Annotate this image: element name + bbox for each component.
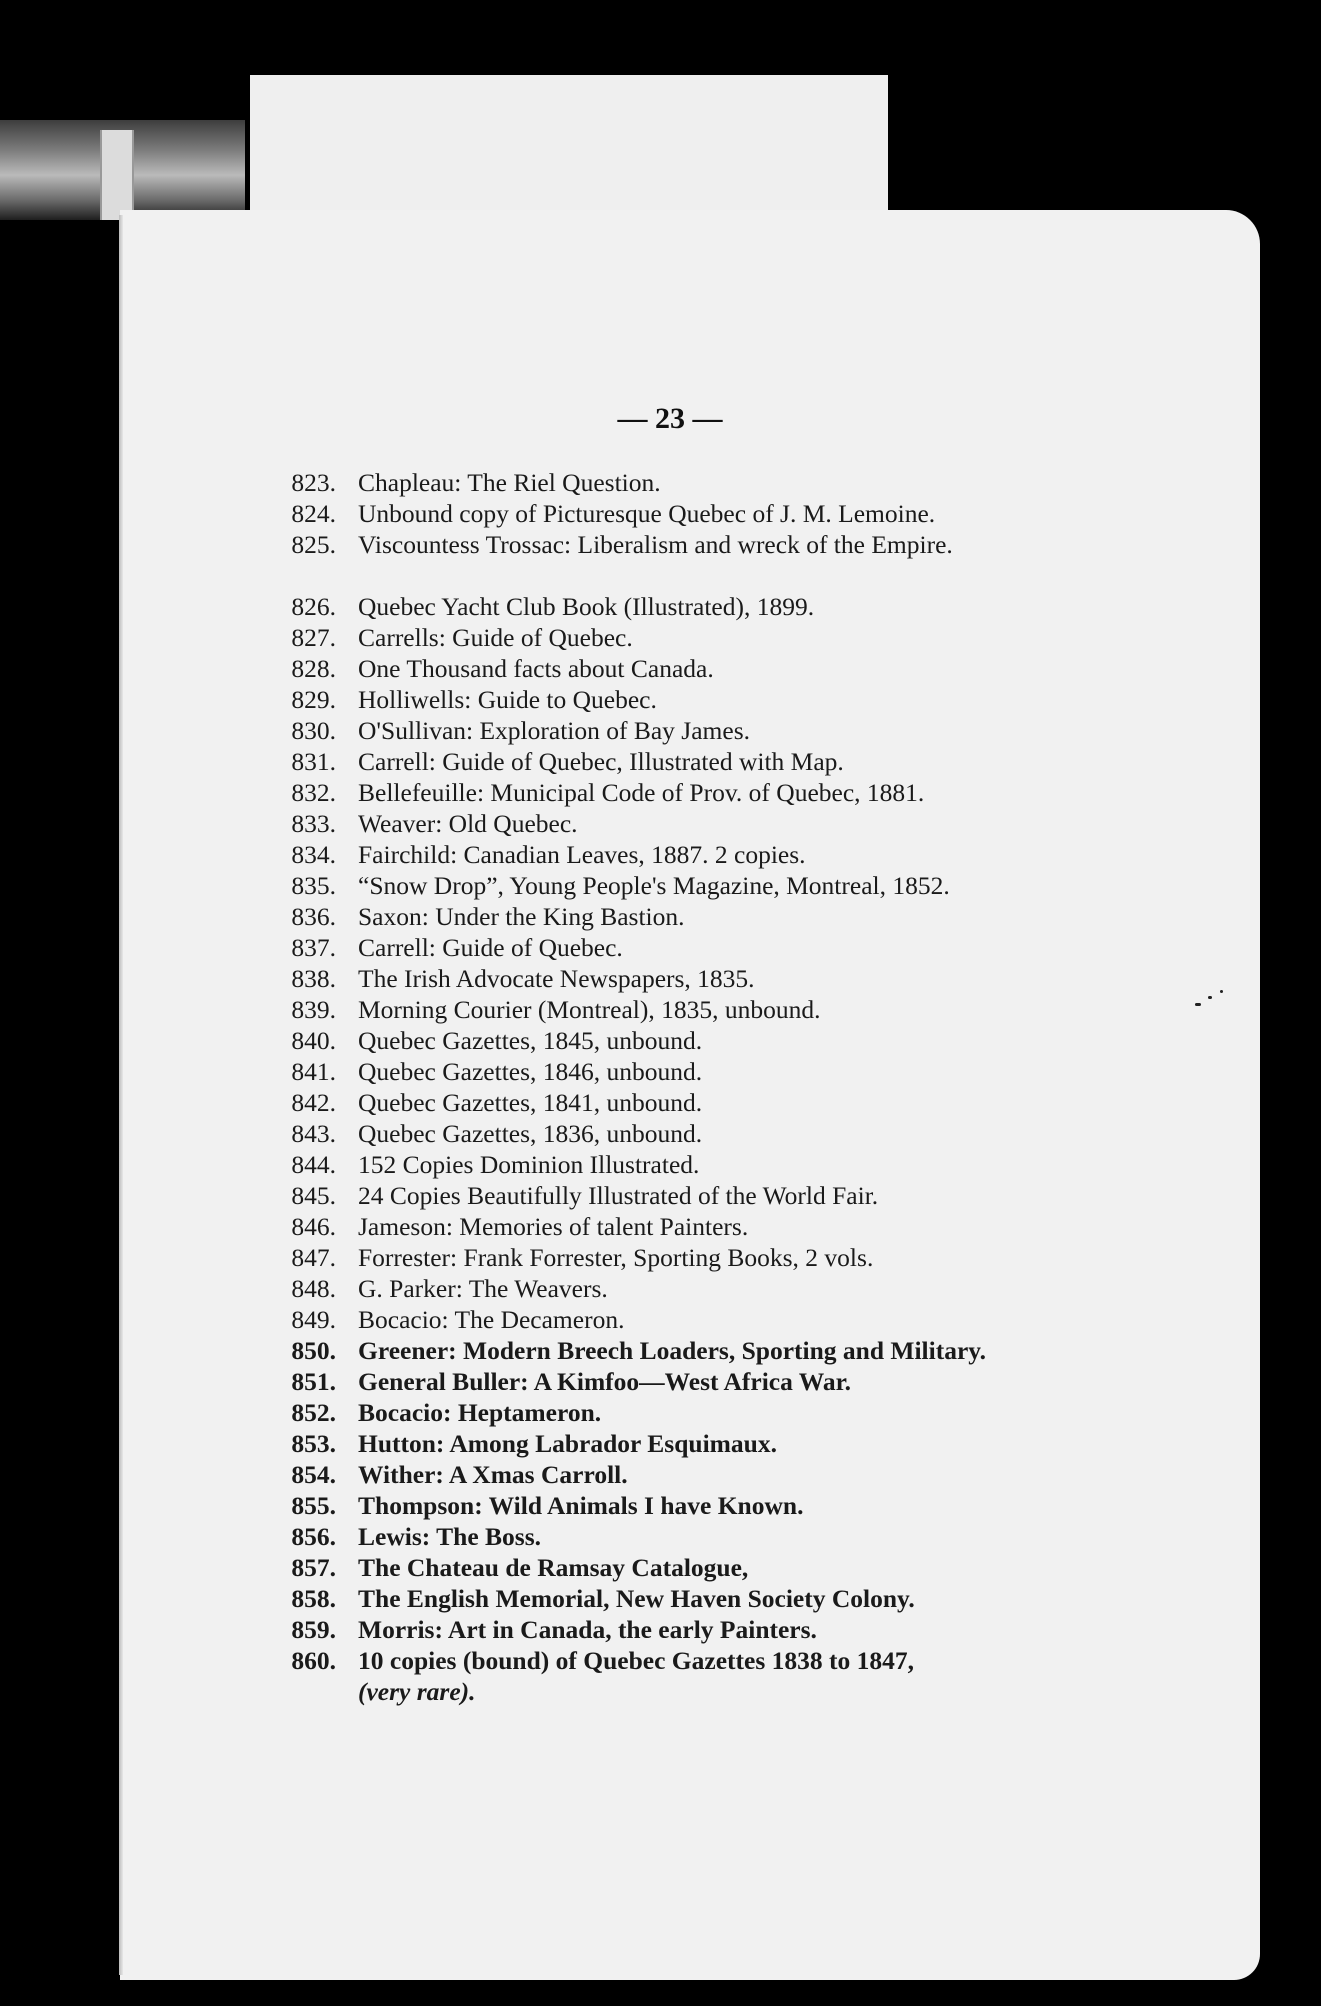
item-number: 850. bbox=[291, 1336, 336, 1365]
item-number: 833. bbox=[291, 809, 336, 838]
item-number: 826. bbox=[291, 592, 336, 621]
list-item bbox=[270, 1366, 1070, 1397]
list-item bbox=[270, 1490, 1070, 1521]
item-text: Greener: Modern Breech Loaders, Sporting and Military. bbox=[358, 1336, 986, 1365]
list-item bbox=[270, 1273, 1070, 1304]
item-number: 843. bbox=[291, 1119, 336, 1148]
item-text: Hutton: Among Labrador Esquimaux. bbox=[358, 1429, 777, 1458]
item-number: 829. bbox=[291, 685, 336, 714]
list-item bbox=[270, 1335, 1070, 1366]
item-text: Carrell: Guide of Quebec. bbox=[358, 933, 623, 962]
item-number: 853. bbox=[291, 1429, 336, 1458]
item-number: 824. bbox=[291, 499, 336, 528]
list-item bbox=[270, 808, 1070, 839]
item-number: 842. bbox=[291, 1088, 336, 1117]
item-text: Morning Courier (Montreal), 1835, unbound. bbox=[358, 995, 821, 1024]
list-item bbox=[270, 1180, 1070, 1211]
item-text: Weaver: Old Quebec. bbox=[358, 809, 578, 838]
item-note: (very rare). bbox=[358, 1677, 476, 1706]
list-item bbox=[270, 529, 1070, 591]
ink-speck bbox=[1220, 990, 1223, 993]
list-item bbox=[270, 715, 1070, 746]
list-item bbox=[270, 777, 1070, 808]
item-number: 841. bbox=[291, 1057, 336, 1086]
item-text: Bocacio: The Decameron. bbox=[358, 1305, 625, 1334]
item-text: 24 Copies Beautifully Illustrated of the World Fair. bbox=[358, 1181, 879, 1210]
ink-speck bbox=[1195, 1003, 1201, 1006]
page-gutter-edge bbox=[119, 215, 123, 1975]
item-number: 836. bbox=[291, 902, 336, 931]
item-text: Morris: Art in Canada, the early Painters. bbox=[358, 1615, 817, 1644]
item-number: 849. bbox=[291, 1305, 336, 1334]
binding-tape bbox=[100, 130, 134, 220]
item-number: 823. bbox=[291, 468, 336, 497]
item-text: Forrester: Frank Forrester, Sporting Books, 2 vols. bbox=[358, 1243, 874, 1272]
item-text: The English Memorial, New Haven Society Colony. bbox=[358, 1584, 915, 1613]
list-item bbox=[270, 1583, 1070, 1614]
item-number: 851. bbox=[291, 1367, 336, 1396]
item-text: Chapleau: The Riel Question. bbox=[358, 468, 661, 497]
item-number: 845. bbox=[291, 1181, 336, 1210]
item-number: 846. bbox=[291, 1212, 336, 1241]
item-number: 847. bbox=[291, 1243, 336, 1272]
item-number: 832. bbox=[291, 778, 336, 807]
catalogue-list bbox=[270, 467, 1070, 1707]
item-text: Saxon: Under the King Bastion. bbox=[358, 902, 685, 931]
item-number: 828. bbox=[291, 654, 336, 683]
item-text: Jameson: Memories of talent Painters. bbox=[358, 1212, 749, 1241]
item-number: 855. bbox=[291, 1491, 336, 1520]
page-number: — 23 — bbox=[617, 402, 723, 435]
list-item bbox=[270, 684, 1070, 715]
list-item bbox=[270, 901, 1070, 932]
item-number: 857. bbox=[291, 1553, 336, 1582]
item-text: The Irish Advocate Newspapers, 1835. bbox=[358, 964, 755, 993]
item-text: Quebec Gazettes, 1836, unbound. bbox=[358, 1119, 703, 1148]
list-item bbox=[270, 1242, 1070, 1273]
list-item bbox=[270, 1428, 1070, 1459]
item-text: G. Parker: The Weavers. bbox=[358, 1274, 608, 1303]
item-number: 835. bbox=[291, 871, 336, 900]
list-item bbox=[270, 1211, 1070, 1242]
item-text: Quebec Gazettes, 1841, unbound. bbox=[358, 1088, 703, 1117]
item-number: 837. bbox=[291, 933, 336, 962]
item-number: 854. bbox=[291, 1460, 336, 1489]
item-number: 827. bbox=[291, 623, 336, 652]
item-text: Carrells: Guide of Quebec. bbox=[358, 623, 633, 652]
item-text: Quebec Gazettes, 1846, unbound. bbox=[358, 1057, 703, 1086]
item-number: 856. bbox=[291, 1522, 336, 1551]
item-text: “Snow Drop”, Young People's Magazine, Montreal, 1852. bbox=[358, 871, 950, 900]
list-item bbox=[270, 932, 1070, 963]
list-item bbox=[270, 1614, 1070, 1645]
list-item bbox=[270, 467, 1070, 498]
item-text: Viscountess Trossac: Liberalism and wreck of the Empire. bbox=[358, 530, 953, 559]
item-number: 838. bbox=[291, 964, 336, 993]
list-item bbox=[270, 653, 1070, 684]
list-item bbox=[270, 870, 1070, 901]
list-item bbox=[270, 622, 1070, 653]
item-text: Bellefeuille: Municipal Code of Prov. of Quebec, 1881. bbox=[358, 778, 925, 807]
list-item bbox=[270, 1521, 1070, 1552]
list-item bbox=[270, 1056, 1070, 1087]
item-number: 840. bbox=[291, 1026, 336, 1055]
list-item bbox=[270, 498, 1070, 529]
item-text: Bocacio: Heptameron. bbox=[358, 1398, 602, 1427]
item-text: O'Sullivan: Exploration of Bay James. bbox=[358, 716, 751, 745]
item-text: One Thousand facts about Canada. bbox=[358, 654, 714, 683]
list-item bbox=[270, 839, 1070, 870]
list-item bbox=[270, 963, 1070, 994]
item-text: Quebec Gazettes, 1845, unbound. bbox=[358, 1026, 703, 1055]
item-number: 844. bbox=[291, 1150, 336, 1179]
item-text: Lewis: The Boss. bbox=[358, 1522, 542, 1551]
list-item bbox=[270, 1459, 1070, 1490]
list-item bbox=[270, 591, 1070, 622]
list-item bbox=[270, 994, 1070, 1025]
list-item bbox=[270, 1552, 1070, 1583]
item-text: Unbound copy of Picturesque Quebec of J. M. Lemoine. bbox=[358, 499, 936, 528]
list-item bbox=[270, 1087, 1070, 1118]
list-item bbox=[270, 1025, 1070, 1056]
list-item bbox=[270, 1149, 1070, 1180]
item-number: 831. bbox=[291, 747, 336, 776]
item-number: 834. bbox=[291, 840, 336, 869]
item-text: 152 Copies Dominion Illustrated. bbox=[358, 1150, 700, 1179]
item-text: Wither: A Xmas Carroll. bbox=[358, 1460, 628, 1489]
list-item bbox=[270, 1397, 1070, 1428]
item-number: 859. bbox=[291, 1615, 336, 1644]
item-text: Fairchild: Canadian Leaves, 1887. 2 copies. bbox=[358, 840, 806, 869]
item-text: Quebec Yacht Club Book (Illustrated), 1899. bbox=[358, 592, 815, 621]
item-text: Thompson: Wild Animals I have Known. bbox=[358, 1491, 804, 1520]
item-text: 10 copies (bound) of Quebec Gazettes 1838 to 1847, bbox=[358, 1646, 914, 1675]
item-number: 860. bbox=[291, 1646, 336, 1675]
item-number: 839. bbox=[291, 995, 336, 1024]
item-text: The Chateau de Ramsay Catalogue, bbox=[358, 1553, 749, 1582]
item-text: General Buller: A Kimfoo—West Africa War. bbox=[358, 1367, 851, 1396]
item-number: 830. bbox=[291, 716, 336, 745]
ink-speck bbox=[1208, 996, 1212, 999]
list-item bbox=[270, 1645, 1070, 1707]
item-number: 858. bbox=[291, 1584, 336, 1613]
item-number: 848. bbox=[291, 1274, 336, 1303]
item-text: Holliwells: Guide to Quebec. bbox=[358, 685, 657, 714]
item-text: Carrell: Guide of Quebec, Illustrated with Map. bbox=[358, 747, 844, 776]
list-item bbox=[270, 1118, 1070, 1149]
item-number: 825. bbox=[291, 530, 336, 559]
list-item bbox=[270, 746, 1070, 777]
list-item bbox=[270, 1304, 1070, 1335]
item-number: 852. bbox=[291, 1398, 336, 1427]
